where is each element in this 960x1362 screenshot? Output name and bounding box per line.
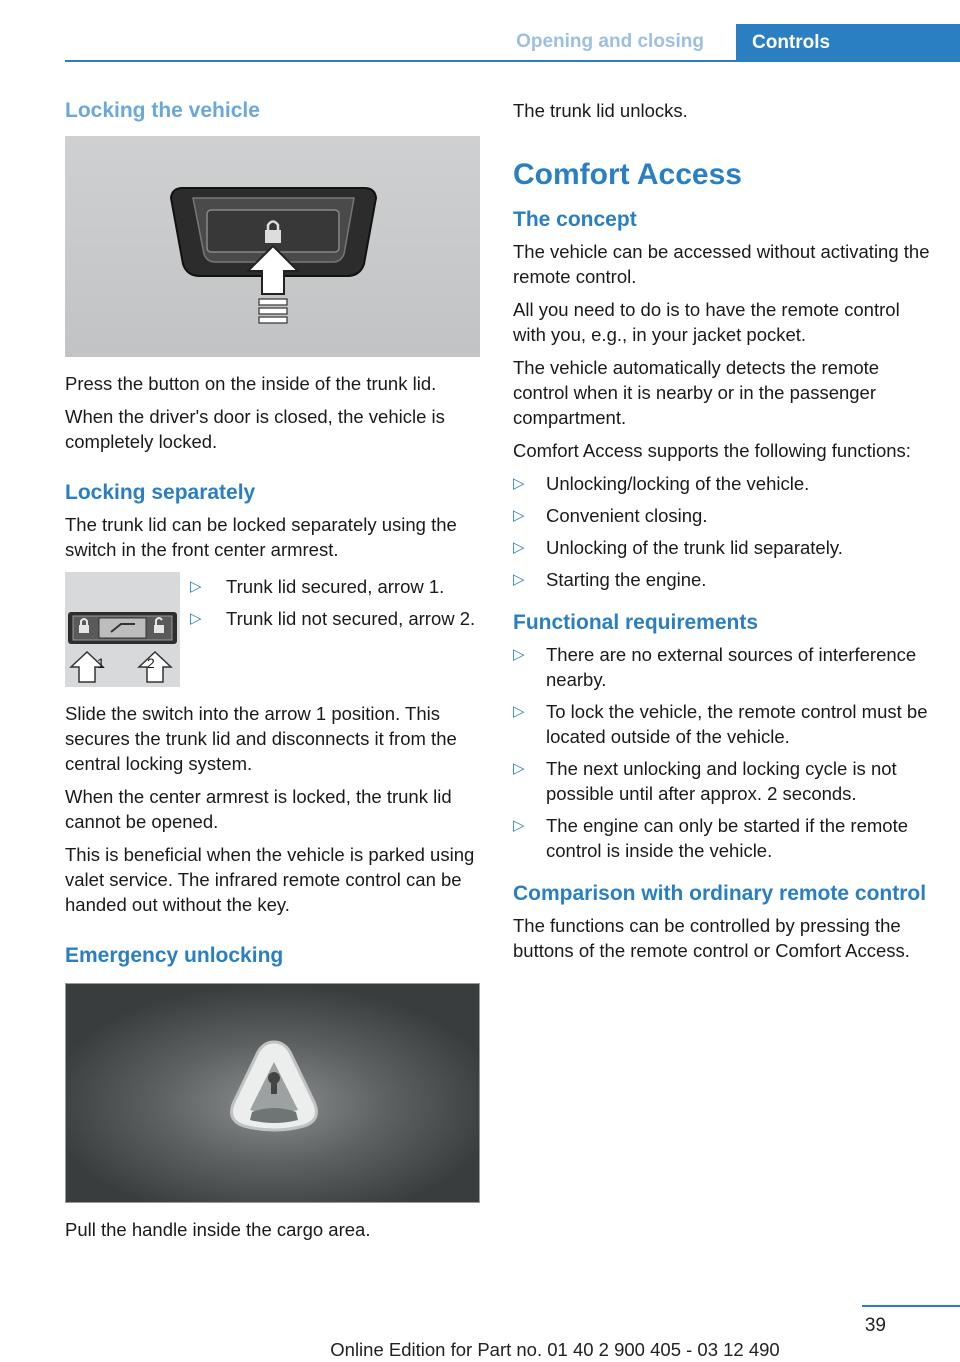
- switch-positions-list: [190, 574, 480, 679]
- header-rule: [65, 60, 960, 62]
- paragraph: The vehicle automatically detects the remote control when it is nearby or in the passenger compartment.: [513, 357, 880, 428]
- paragraph: The trunk lid can be locked separately using the switch in the front center armrest.: [65, 514, 457, 560]
- paragraph: When the center armrest is locked, the trunk lid cannot be opened.: [65, 786, 452, 832]
- triangle-bullet-icon: ▷: [513, 507, 525, 524]
- comfort-access-heading: Comfort Access: [513, 158, 742, 191]
- paragraph: All you need to do is to have the remote control with you, e.g., in your jacket pocket.: [513, 299, 900, 345]
- page-number: 39: [864, 1315, 886, 1336]
- emergency-unlocking-heading: Emergency unlocking: [65, 944, 284, 967]
- emergency-handle-illustration: [66, 984, 479, 1202]
- armrest-switch-figure: [65, 572, 180, 687]
- emergency-handle-figure: [65, 983, 480, 1203]
- armrest-switch-illustration: [65, 572, 180, 687]
- arrow-label-1: 1: [97, 655, 105, 671]
- locking-separately-heading: Locking separately: [65, 481, 256, 504]
- triangle-bullet-icon: ▷: [513, 475, 525, 492]
- list-item: ▷ The next unlocking and locking cycle is not possible until after approx. 2 seconds.: [513, 758, 897, 804]
- triangle-bullet-icon: ▷: [513, 571, 525, 588]
- right-column: [513, 98, 933, 971]
- triangle-bullet-icon: ▷: [513, 539, 525, 556]
- paragraph: The trunk lid unlocks.: [513, 100, 688, 121]
- list-item: ▷ To lock the vehicle, the remote control must be located outside of the vehicle.: [513, 701, 928, 747]
- paragraph: The functions can be controlled by pressing the buttons of the remote control or Comfort Access.: [513, 915, 910, 961]
- paragraph: Comfort Access supports the following functions:: [513, 440, 911, 461]
- paragraph: The vehicle can be accessed without activating the remote control.: [513, 241, 930, 287]
- paragraph: Press the button on the inside of the trunk lid.: [65, 373, 437, 394]
- footer-rule: [862, 1305, 960, 1307]
- requirements-list: [513, 642, 933, 863]
- list-item: ▷ Trunk lid secured, arrow 1.: [190, 576, 445, 597]
- trunk-lock-button-illustration: [65, 136, 480, 357]
- paragraph: Pull the handle inside the cargo area.: [65, 1219, 371, 1240]
- header-chapter-tab: Controls: [736, 24, 960, 62]
- list-item: ▷ Unlocking of the trunk lid separately.: [513, 537, 843, 558]
- list-item: ▷ Starting the engine.: [513, 569, 707, 590]
- triangle-bullet-icon: ▷: [513, 760, 525, 777]
- paragraph: Slide the switch into the arrow 1 position. This secures the trunk lid and disconnects it from the central locking system.: [65, 703, 457, 774]
- list-item: ▷ There are no external sources of interference nearby.: [513, 644, 917, 690]
- triangle-bullet-icon: ▷: [190, 610, 202, 627]
- list-item: ▷ Trunk lid not secured, arrow 2.: [190, 608, 476, 629]
- comparison-heading: Comparison with ordinary remote control: [513, 882, 927, 905]
- list-item: ▷ The engine can only be started if the remote control is inside the vehicle.: [513, 815, 908, 861]
- header-section-title: Opening and closing: [516, 31, 704, 52]
- switch-block: [65, 572, 480, 687]
- left-column: [65, 98, 480, 1250]
- triangle-bullet-icon: ▷: [513, 817, 525, 834]
- triangle-bullet-icon: ▷: [190, 578, 202, 595]
- paragraph: When the driver's door is closed, the vehicle is completely locked.: [65, 406, 445, 452]
- functions-list: [513, 471, 933, 592]
- paragraph: This is beneficial when the vehicle is parked using valet service. The infrared remote control can be handed out without the key.: [65, 844, 475, 915]
- concept-heading: The concept: [513, 208, 637, 231]
- triangle-bullet-icon: ▷: [513, 703, 525, 720]
- list-item: ▷ Unlocking/locking of the vehicle.: [513, 473, 810, 494]
- functional-requirements-heading: Functional requirements: [513, 611, 759, 634]
- locking-heading: Locking the vehicle: [65, 99, 260, 122]
- list-item: ▷ Convenient closing.: [513, 505, 708, 526]
- arrow-label-2: 2: [147, 655, 155, 671]
- edition-note: Online Edition for Part no. 01 40 2 900 405 - 03 12 490: [330, 1339, 780, 1360]
- triangle-bullet-icon: ▷: [513, 646, 525, 663]
- trunk-lock-button-figure: [65, 136, 480, 357]
